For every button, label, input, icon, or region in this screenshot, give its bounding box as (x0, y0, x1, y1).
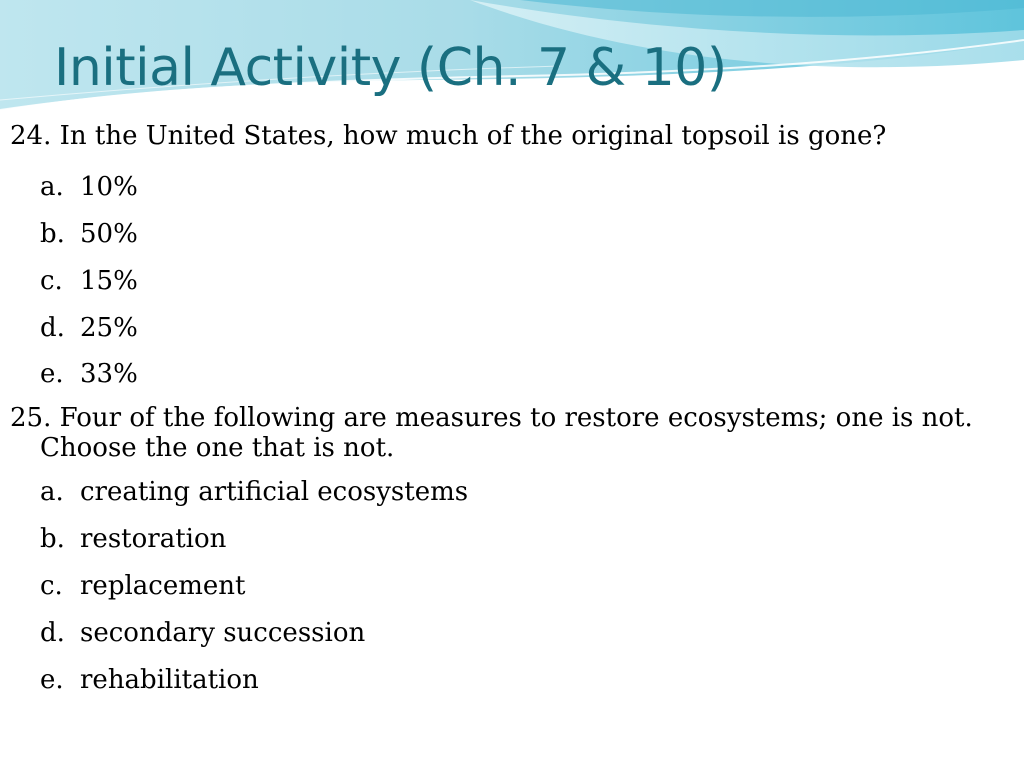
option-letter: e. (40, 664, 64, 695)
option-text: 10% (80, 171, 138, 202)
option-item (0, 314, 1010, 344)
option-text: 25% (80, 312, 138, 343)
option-item (0, 220, 1010, 250)
option-letter: c. (40, 265, 63, 296)
option-item (0, 666, 1010, 696)
option-text: secondary succession (80, 617, 366, 648)
option-letter: e. (40, 359, 64, 390)
option-letter: b. (40, 524, 65, 555)
option-letter: b. (40, 218, 65, 249)
option-letter: d. (40, 617, 65, 648)
question-25: 25. Four of the following are measures to restore ecosystems; one is not. Choose the one that is not. (10, 403, 973, 464)
option-item (0, 360, 1010, 390)
option-text: 15% (80, 265, 138, 296)
slide-body (0, 116, 1010, 696)
option-item (0, 478, 1010, 508)
option-text: creating artificial ecosystems (80, 477, 469, 508)
option-letter: a. (40, 477, 64, 508)
option-item (0, 173, 1010, 203)
option-text: restoration (80, 524, 227, 555)
option-letter: c. (40, 570, 63, 601)
option-item (0, 525, 1010, 555)
question-25-options (0, 478, 1010, 695)
option-item (0, 572, 1010, 602)
option-item (0, 267, 1010, 297)
option-letter: a. (40, 171, 64, 202)
option-text: rehabilitation (80, 664, 259, 695)
question-24: 24. In the United States, how much of the original topsoil is gone? (10, 121, 887, 151)
option-item (0, 619, 1010, 649)
question-24-options (0, 173, 1010, 390)
slide-title: Initial Activity (Ch. 7 & 10) (54, 38, 727, 98)
option-text: replacement (80, 570, 246, 601)
option-text: 50% (80, 218, 138, 249)
option-letter: d. (40, 312, 65, 343)
option-text: 33% (80, 359, 138, 390)
